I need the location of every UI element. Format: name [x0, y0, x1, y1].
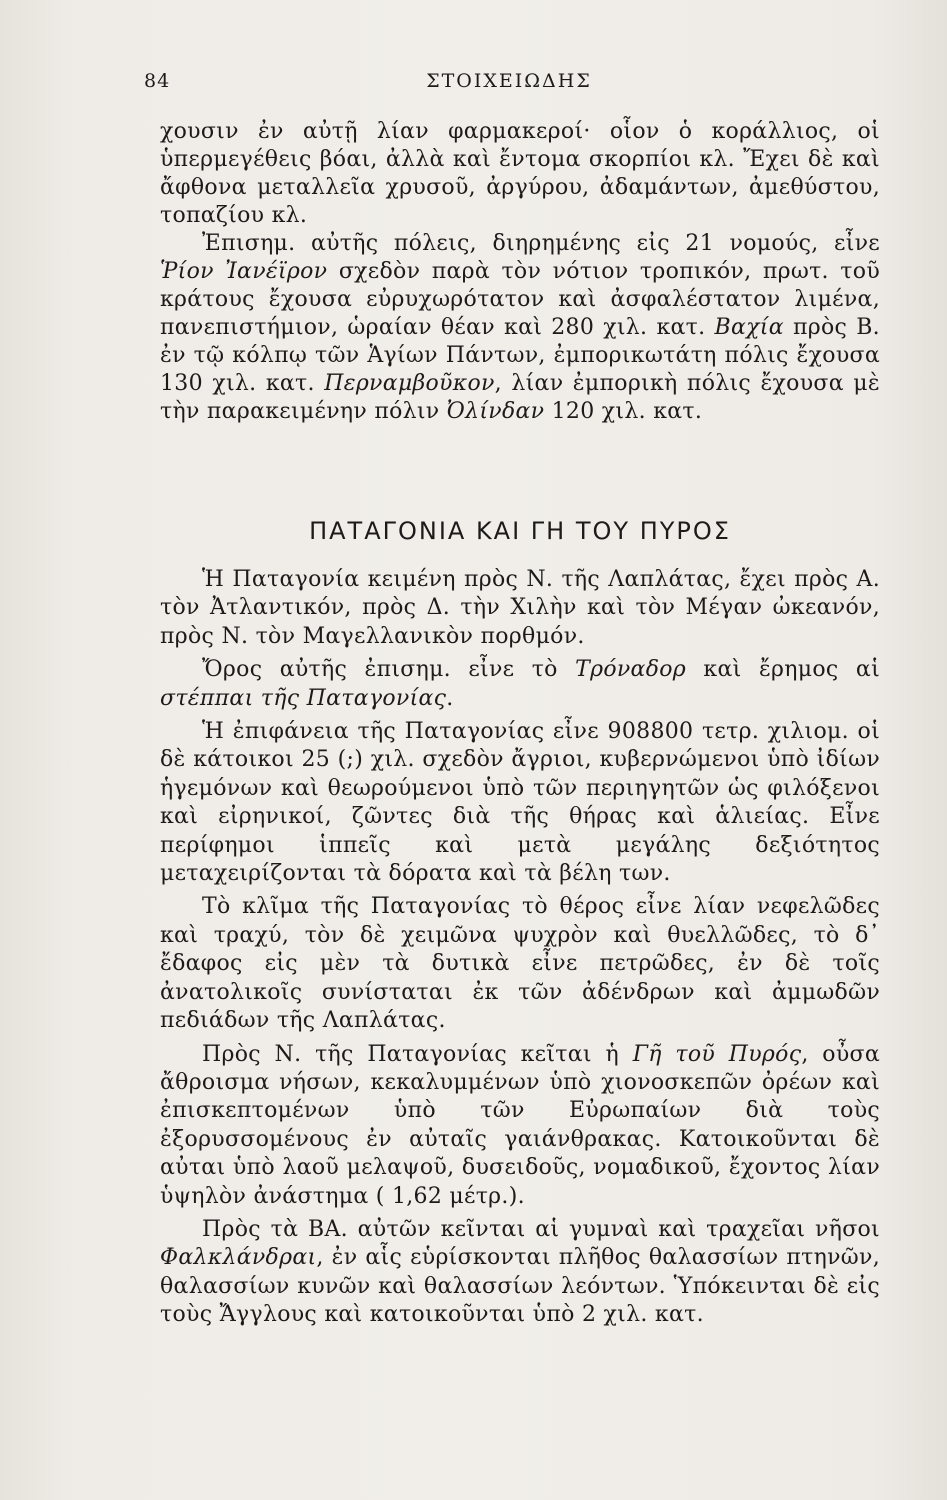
tierra-del-fuego: Γῆ τοῦ Πυρός [632, 1041, 802, 1067]
mount-tronador: Τρόναδορ [575, 657, 687, 683]
section-p5-a: Πρὸς Ν. τῆς Παταγονίας κεῖται ἡ [202, 1041, 633, 1067]
intro-p2-b: σχεδὸν παρὰ τὸν νότιον τροπικόν, πρωτ. τοῦ κράτους ἔχουσα εὐρυχωρότατον καὶ ἀσφαλέστατον λιμένα, πανεπιστήμιον, ὡραίαν θέαν καὶ 280 χιλ. κατ. [160, 259, 880, 340]
section-paragraph-6 [160, 1216, 880, 1330]
section-paragraph-4: Τὸ κλῖμα τῆς Παταγονίας τὸ θέρος εἶνε λίαν νεφελῶδες καὶ τραχύ, τὸν δὲ χειμῶνα ψυχρὸν καὶ θυελλῶδες, τὸ δ᾽ ἔδαφος εἰς μὲν τὰ δυτικὰ εἶνε πετρῶδες, ἐν δὲ τοῖς ἀνατολικοῖς συνίσταται ἐκ τῶν ἀδένδρων καὶ ἀμμωδῶν πεδιάδων τῆς Λαπλάτας. [160, 894, 880, 1034]
section-paragraph-2 [160, 656, 880, 713]
intro-paragraph-1: χουσιν ἐν αὐτῇ λίαν φαρμακεροί· οἷον ὁ κοράλλιος, οἱ ὑπερμεγέθεις βόαι, ἀλλὰ καὶ ἔντομα σκορπίοι κλ. Ἔχει δὲ καὶ ἄφθονα μεταλλεῖα χρυσοῦ, ἀργύρου, ἀδαμάντων, ἀμεθύστου, τοπαζίου κλ. [160, 119, 880, 228]
page-number: 84 [144, 70, 171, 92]
intro-p2-e: 120 χιλ. κατ. [544, 399, 703, 424]
intro-p2-d: , λίαν ἐμπορικὴ πόλις ἔχουσα μὲ τὴν παρακειμένην πόλιν [160, 371, 881, 424]
city-olinda: Ὀλίνδαν [446, 399, 545, 424]
intro-text [160, 118, 880, 426]
section-p2-a: Ὄρος αὐτῆς ἐπισημ. εἶνε τὸ [202, 657, 576, 683]
running-title: ΣΤΟΙΧΕΙΩΔΗΣ [426, 70, 592, 92]
section-p6-a: Πρὸς τὰ ΒΑ. αὐτῶν κεῖνται αἱ γυμναὶ καὶ τραχεῖαι νῆσοι [202, 1216, 880, 1242]
city-bahia: Βαχία [714, 315, 784, 340]
section-text [160, 566, 880, 1330]
section-p6-b: , ἐν αἷς εὑρίσκονται πλῆθος θαλασσίων πτηνῶν, θαλασσίων κυνῶν καὶ θαλασσίων λεόντων. Ὑπόκεινται δὲ εἰς τοὺς Ἄγγλους καὶ κατοικοῦνται ὑπὸ 2 χιλ. κατ. [160, 1245, 880, 1328]
section-paragraph-1: Ἡ Παταγονία κειμένη πρὸς Ν. τῆς Λαπλάτας, ἔχει πρὸς Α. τὸν Ἀτλαντικόν, πρὸς Δ. τὴν Χιλὴν καὶ τὸν Μέγαν ὠκεανόν, πρὸς Ν. τὸν Μαγελλανικὸν πορθμόν. [160, 567, 880, 649]
falkland-islands: Φαλκλάνδραι [160, 1245, 317, 1271]
city-pernambuco: Περναμβοῦκον [324, 371, 495, 396]
section-paragraph-3: Ἡ ἐπιφάνεια τῆς Παταγονίας εἶνε 908800 τετρ. χιλιομ. οἱ δὲ κάτοικοι 25 (;) χιλ. σχεδὸν ἄγριοι, κυβερνώμενοι ὑπὸ ἰδίων ἡγεμόνων καὶ θεωρούμενοι ὑπὸ τῶν περιηγητῶν ὡς φιλόξενοι καὶ εἰρηνικοί, ζῶντες διὰ τῆς θήρας καὶ ἁλιείας. Εἶνε περίφημοι ἱππεῖς καὶ μετὰ μεγάλης δεξιότητος μεταχειρίζονται τὰ δόρατα καὶ τὰ βέλη των. [160, 719, 880, 887]
intro-p2-c: πρὸς Β. ἐν τῷ κόλπῳ τῶν Ἁγίων Πάντων, ἐμπορικωτάτη πόλις ἔχουσα 130 χιλ. κατ. [160, 315, 880, 396]
city-rio: Ῥίον Ἰανέϊρον [160, 259, 328, 284]
intro-paragraph-2 [160, 230, 880, 426]
page-header [144, 70, 874, 100]
section-p5-b: , οὖσα ἄθροισμα νήσων, κεκαλυμμένων ὑπὸ χιονοσκεπῶν ὀρέων καὶ ἐπισκεπτομένων ὑπὸ τῶν Εὐρωπαίων διὰ τοὺς ἐξορυσσομένους ἐν αὐταῖς γαιάνθρακας. Κατοικοῦνται δὲ αὐται ὑπὸ λαοῦ μελαψοῦ, δυσειδοῦς, νομαδικοῦ, ἔχοντος λίαν ὑψηλὸν ἀνάστημα ( 1,62 μέτρ.). [160, 1041, 880, 1209]
intro-p2-a: Ἐπισημ. αὐτῆς πόλεις, διηρημένης εἰς 21 νομούς, εἶνε [202, 231, 880, 256]
section-heading: ΠΑΤΑΓΟΝΙΑ ΚΑΙ ΓΗ ΤΟΥ ΠΥΡΟΣ [309, 517, 731, 545]
section-p2-c: . [446, 685, 454, 711]
patagonian-steppes: στέππαι τῆς Παταγονίας [160, 685, 447, 711]
section-p2-b: καὶ ἔρημος αἱ [686, 657, 880, 683]
section-paragraph-5 [160, 1041, 880, 1211]
